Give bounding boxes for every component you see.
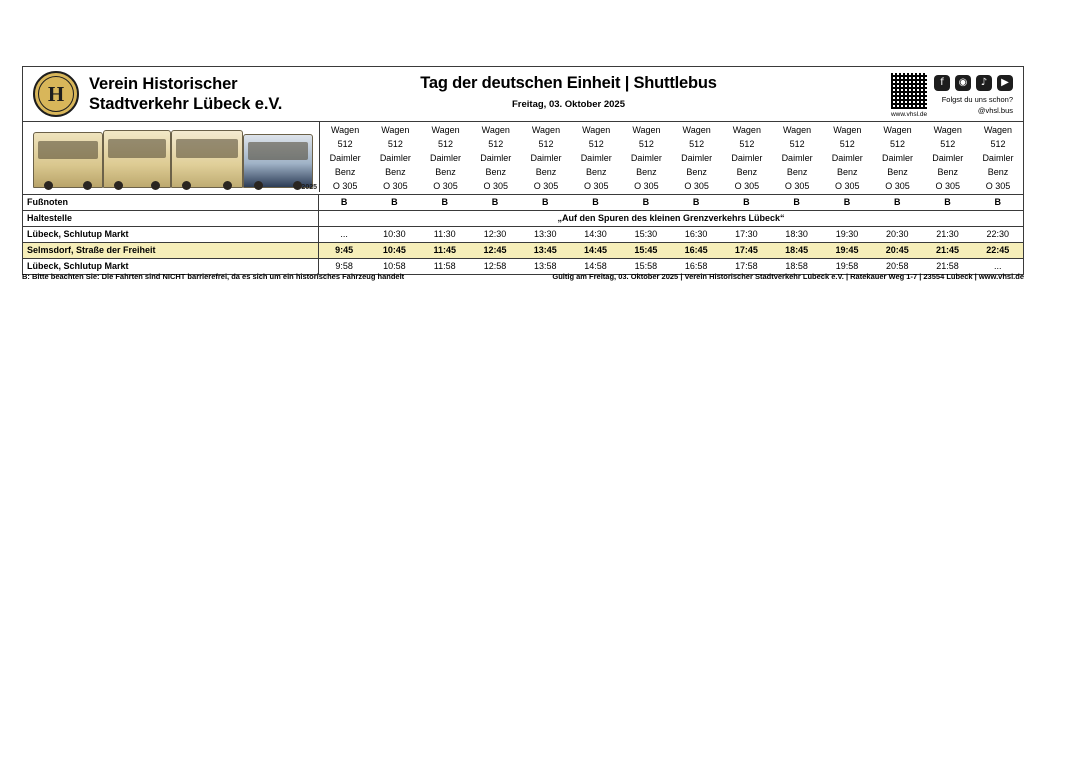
footnote-cell: B [893,196,901,207]
departure-time-cell: 20:45 [885,244,909,255]
logo-initials: H [47,81,65,106]
row-cells [319,195,1023,210]
route-banner: „Auf den Spuren des kleinen Grenzverkehrs Lübeck“ [557,212,785,223]
footnote-cell: B [692,196,700,207]
departure-time-cell: 22:45 [986,244,1010,255]
footnote-cell: B [391,196,398,207]
footnote-cell: B [491,196,499,207]
vehicle-header-line-3: Daimler [932,152,964,163]
sheet-footer [22,272,1024,281]
departure-time-cell: 15:45 [634,244,658,255]
vehicle-column-header [571,122,621,194]
departure-time-cell: 19:30 [835,228,859,239]
qr-code-icon[interactable] [890,72,928,110]
facebook-icon[interactable]: f [934,75,950,91]
vehicle-column-header [923,122,973,194]
vehicle-column-header [872,122,922,194]
vehicle-header-line-3: Daimler [329,152,361,163]
vehicle-header-line-1: Wagen [883,125,912,135]
youtube-icon[interactable]: ▶ [997,75,1013,91]
footnote-cell: B [642,196,650,207]
table-row [23,227,1023,243]
vehicle-header-line-2: 512 [538,138,554,149]
vehicle-header-line-1: Wagen [833,125,862,135]
vehicle-column-header [420,122,470,194]
vehicle-header-line-3: Daimler [982,152,1014,163]
timetable-sheet [22,66,1024,275]
bus-image-2 [103,130,171,188]
social-handle: @vhsl.bus [977,106,1013,115]
footnote-cell: B [542,196,549,207]
social-block [818,67,1023,121]
departure-time-cell: 22:30 [986,228,1010,239]
brand-block [23,67,319,121]
vehicle-header-line-5: O 305 [835,180,860,191]
departure-time-cell: 18:45 [785,244,809,255]
departure-time-cell: 20:30 [885,228,909,239]
page-title: Tag der deutschen Einheit | Shuttlebus [420,74,717,92]
vehicle-column-header [521,122,571,194]
vehicle-header-line-4: Benz [535,166,557,177]
footnote-text: B: Bitte beachten Sie: Die Fahrten sind NICHT barrierefrei, da es sich um ein historisches Fahrzeug handelt [22,272,405,281]
social-icons [934,75,1013,91]
vehicle-header-line-3: Daimler [530,152,562,163]
footnote-cell: B [843,196,851,207]
departure-time-cell: 19:58 [835,260,859,271]
departure-time-cell: 16:58 [684,260,708,271]
footnote-cell: B [944,196,951,207]
departure-time-cell: 11:45 [433,244,456,255]
vehicle-header-line-2: 512 [890,138,906,149]
vehicle-header-line-1: Wagen [682,125,711,135]
vehicle-column-header [672,122,722,194]
vehicle-header-line-2: 512 [438,138,454,149]
departure-time-cell: 9:58 [335,260,353,271]
qr-label: www.vhsl.de [890,111,928,118]
vehicle-header-line-5: O 305 [483,180,509,191]
vehicle-header-line-1: Wagen [431,125,460,135]
row-cells [319,227,1023,242]
brand-name [89,74,282,114]
table-row [23,195,1023,211]
page-subtitle: Freitag, 03. Oktober 2025 [512,99,625,110]
departure-time-cell: 10:45 [382,244,406,255]
departure-time-cell: ... [994,260,1002,271]
departure-time-cell: 11:30 [433,228,456,239]
footnote-cell: B [592,196,599,207]
vehicle-header-line-5: O 305 [985,180,1011,191]
vehicle-header-line-2: 512 [689,138,705,149]
vehicle-header-line-3: Daimler [480,152,512,163]
vehicle-column-header [822,122,872,194]
vehicle-header-line-2: 512 [588,138,604,149]
vehicle-header-line-4: Benz [987,166,1009,177]
vehicle-header-line-2: 512 [789,138,805,149]
vehicle-header-line-2: 512 [940,138,956,149]
vehicle-header-line-2: 512 [638,138,654,149]
vehicle-header-line-3: Daimler [630,152,662,163]
departure-time-cell: 11:58 [433,260,456,271]
departure-time-cell: 13:30 [534,228,557,239]
departure-time-cell: 13:45 [533,244,557,255]
footnote-cell: B [340,196,348,207]
vehicle-columns [320,122,1023,194]
departure-time-cell: 18:58 [785,260,808,271]
vehicle-header-line-5: O 305 [533,180,559,191]
vehicle-header-line-3: Daimler [731,152,763,163]
vehicle-header-line-4: Benz [585,166,607,177]
vehicle-column-header [722,122,772,194]
footnote-cell: B [793,196,800,207]
row-label: Lübeck, Schlutup Markt [23,259,319,274]
departure-time-cell: 15:58 [634,260,658,271]
vehicle-column-header [621,122,671,194]
footnote-cell: B [441,196,448,207]
brand-line-1: Verein Historischer [89,74,238,93]
departure-time-cell: 13:58 [534,260,557,271]
row-label: Haltestelle [23,211,319,226]
departure-time-cell: 21:58 [936,260,959,271]
departure-time-cell: 19:45 [835,244,859,255]
vehicle-header-line-5: O 305 [433,180,458,191]
vehicle-header-line-3: Daimler [781,152,813,163]
row-label: Selmsdorf, Straße der Freiheit [23,243,319,258]
vehicle-header-line-2: 512 [739,138,755,149]
vehicle-header-line-2: 512 [387,138,403,149]
vehicle-header-line-4: Benz [837,166,858,177]
vehicle-header-line-3: Daimler [681,152,713,163]
vehicle-header-line-5: O 305 [935,180,960,191]
vehicle-header-line-5: O 305 [332,180,358,191]
vehicle-header-line-4: Benz [485,166,507,177]
vehicle-header-line-3: Daimler [882,152,914,163]
title-block [319,67,818,121]
departure-time-cell: 14:58 [584,260,607,271]
follow-text: Folgst du uns schon? [941,95,1013,104]
vehicle-header-line-3: Daimler [831,152,863,163]
vehicle-header-line-1: Wagen [331,125,360,135]
departure-time-cell: 16:30 [684,228,708,239]
vehicle-header-line-4: Benz [334,166,356,177]
vehicle-header-line-3: Daimler [379,152,411,163]
vehicle-column-header [973,122,1023,194]
timetable-body [23,195,1023,274]
vehicle-header-line-4: Benz [786,166,808,177]
vehicle-header-line-1: Wagen [782,125,812,135]
departure-time-cell: 17:30 [735,228,758,239]
vehicle-header-line-4: Benz [937,166,958,177]
vehicle-header-line-4: Benz [435,166,456,177]
vehicle-header-line-3: Daimler [430,152,462,163]
row-label: Fußnoten [23,195,319,210]
vehicle-header-line-1: Wagen [933,125,962,135]
departure-time-cell: 12:45 [483,244,507,255]
row-label: Lübeck, Schlutup Markt [23,227,319,242]
departure-time-cell: 12:58 [483,260,507,271]
departure-time-cell: 21:45 [936,244,960,255]
vehicle-header-line-1: Wagen [582,125,611,135]
vehicle-column-header [370,122,420,194]
departure-time-cell: 10:58 [383,260,406,271]
instagram-icon[interactable]: ◉ [955,75,971,91]
vehicle-header-line-5: O 305 [583,180,609,191]
vehicle-header-line-5: O 305 [684,180,709,191]
vehicle-header-line-1: Wagen [531,125,561,135]
tiktok-icon[interactable]: ♪ [976,75,992,91]
departure-time-cell: 20:58 [885,260,909,271]
departure-time-cell: 17:45 [734,244,758,255]
association-logo-icon [33,71,79,117]
vehicle-header-line-5: O 305 [784,180,810,191]
vehicle-header-line-1: Wagen [632,125,661,135]
departure-time-cell: 12:30 [483,228,507,239]
departure-time-cell: 18:30 [785,228,808,239]
departure-time-cell: ... [340,228,348,239]
validity-text: Gültig am Freitag, 03. Oktober 2025 | Verein Historischer Stadtverkehr Lübeck e.V. | Ratekauer Weg 1-7 | 23554 Lübeck | www.vhsl.de [552,272,1024,281]
bus-image-1 [33,132,103,188]
departure-time-cell: 17:58 [735,260,758,271]
photo-credit: 2025 [301,184,317,191]
brand-line-2: Stadtverkehr Lübeck e.V. [89,95,283,113]
vehicle-header-row [23,122,1023,195]
vehicle-header-line-4: Benz [686,166,707,177]
departure-time-cell: 15:30 [634,228,658,239]
table-row [23,243,1023,259]
vehicle-header-line-4: Benz [736,166,758,177]
bus-image-4 [243,134,313,188]
vehicle-header-line-5: O 305 [885,180,910,191]
sheet-header [23,67,1023,122]
vehicle-header-line-2: 512 [839,138,855,149]
departure-time-cell: 10:30 [383,228,406,239]
table-row [23,211,1023,227]
footnote-cell: B [994,196,1002,207]
vehicle-header-line-4: Benz [636,166,657,177]
vehicle-header-line-5: O 305 [634,180,659,191]
vehicle-header-line-2: 512 [488,138,504,149]
departure-time-cell: 21:30 [936,228,959,239]
vehicle-header-line-2: 512 [990,138,1006,149]
departure-time-cell: 14:45 [584,244,608,255]
departure-time-cell: 16:45 [684,244,708,255]
departure-time-cell: 9:45 [335,244,354,255]
vehicle-column-header [320,122,370,194]
departure-time-cell: 14:30 [584,228,607,239]
bus-image-3 [171,130,243,188]
vehicle-header-line-1: Wagen [381,125,410,135]
bus-photo [23,122,320,192]
vehicle-column-header [471,122,521,194]
footnote-cell: B [743,196,750,207]
vehicle-header-line-5: O 305 [383,180,408,191]
vehicle-header-line-5: O 305 [734,180,760,191]
vehicle-header-line-1: Wagen [732,125,761,135]
vehicle-header-line-4: Benz [887,166,908,177]
vehicle-header-line-1: Wagen [983,125,1013,135]
vehicle-header-line-4: Benz [385,166,406,177]
row-cells [319,243,1023,258]
vehicle-header-line-1: Wagen [481,125,510,135]
vehicle-header-line-3: Daimler [580,152,612,163]
vehicle-column-header [772,122,822,194]
vehicle-header-line-2: 512 [337,138,353,149]
